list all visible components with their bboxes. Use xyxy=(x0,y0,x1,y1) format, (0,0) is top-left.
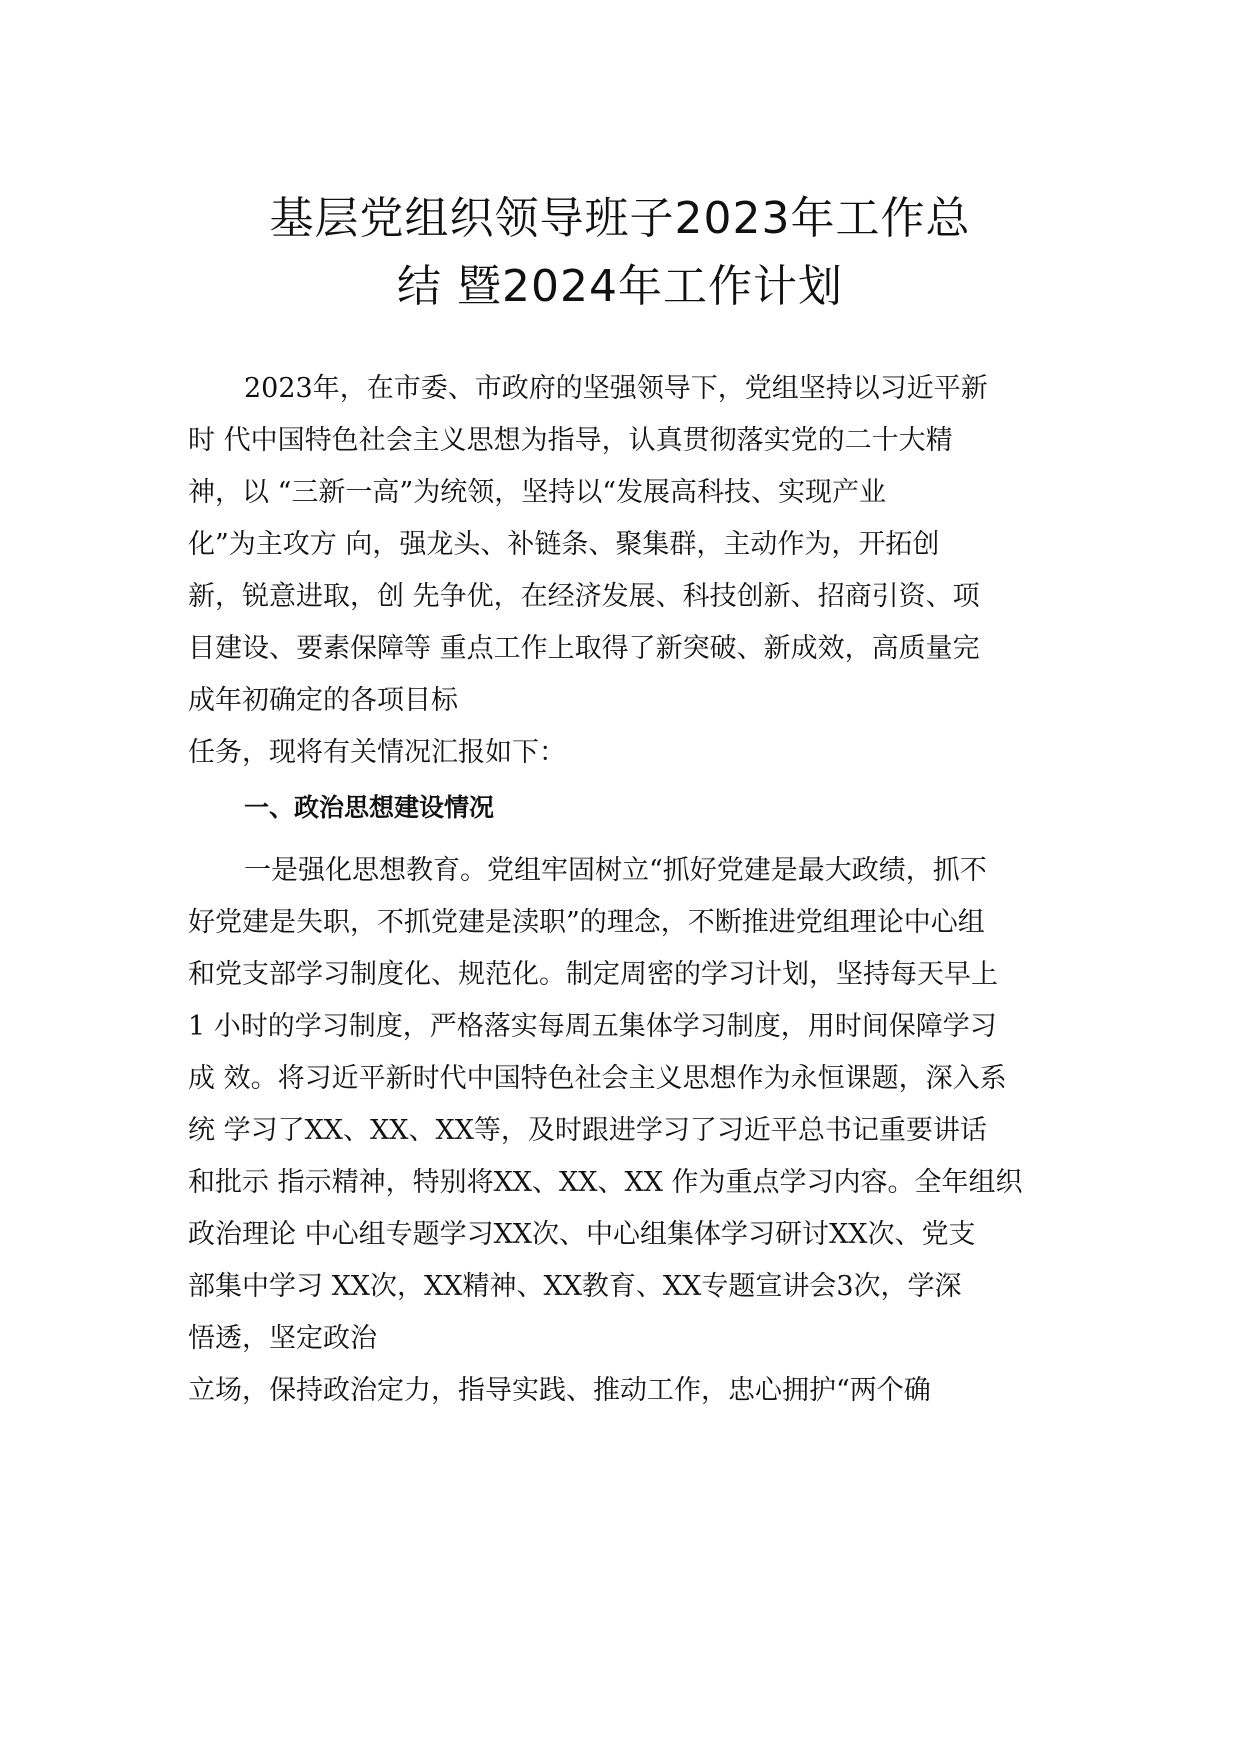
paragraph-line: 好党建是失职，不抓党建是渎职”的理念，不断推进党组理论中心组 xyxy=(188,907,985,938)
paragraph-line: 2023年，在市委、市政府的坚强领导下，党组坚持以习近平新 xyxy=(244,373,988,404)
paragraph-line: 和党支部学习制度化、规范化。制定周密的学习计划，坚持每天早上 xyxy=(188,959,998,990)
paragraph-line: 神，以 “三新一高”为统领，坚持以“发展高科技、实现产业 xyxy=(188,477,886,508)
paragraph-line: 目建设、要素保障等 重点工作上取得了新突破、新成效，高质量完 xyxy=(188,633,980,664)
paragraph-line: 成 效。将习近平新时代中国特色社会主义思想作为永恒课题，深入系 xyxy=(188,1063,1007,1094)
paragraph-line: 和批示 指示精神，特别将XX、XX、XX 作为重点学习内容。全年组织 xyxy=(188,1167,1023,1198)
paragraph-line: 一是强化思想教育。党组牢固树立“抓好党建是最大政绩，抓不 xyxy=(244,855,987,886)
paragraph-line: 1 小时的学习制度，严格落实每周五集体学习制度，用时间保障学习 xyxy=(188,1011,997,1042)
paragraph-line: 部集中学习 XX次，XX精神、XX教育、XX专题宣讲会3次，学深 xyxy=(188,1271,962,1302)
document-title-line-1: 基层党组织领导班子2023年工作总 xyxy=(269,193,971,244)
paragraph-line: 统 学习了XX、XX、XX等，及时跟进学习了习近平总书记重要讲话 xyxy=(188,1115,987,1146)
paragraph-line: 时 代中国特色社会主义思想为指导，认真贯彻落实党的二十大精 xyxy=(188,425,953,456)
paragraph-line: 悟透，坚定政治 xyxy=(188,1323,377,1354)
document-title-line-2: 结 暨2024年工作计划 xyxy=(397,261,843,312)
paragraph-line: 任务，现将有关情况汇报如下： xyxy=(188,737,566,768)
paragraph-line: 新，锐意进取，创 先争优，在经济发展、科技创新、招商引资、项 xyxy=(188,581,980,612)
section-heading: 一、政治思想建设情况 xyxy=(244,793,495,822)
paragraph-line: 立场，保持政治定力，指导实践、推动工作，忠心拥护“两个确 xyxy=(188,1375,931,1406)
paragraph-line: 政治理论 中心组专题学习XX次、中心组集体学习研讨XX次、党支 xyxy=(188,1219,976,1250)
paragraph-line: 成年初确定的各项目标 xyxy=(188,685,458,716)
paragraph-line: 化”为主攻方 向，强龙头、补链条、聚集群，主动作为，开拓创 xyxy=(188,529,940,560)
